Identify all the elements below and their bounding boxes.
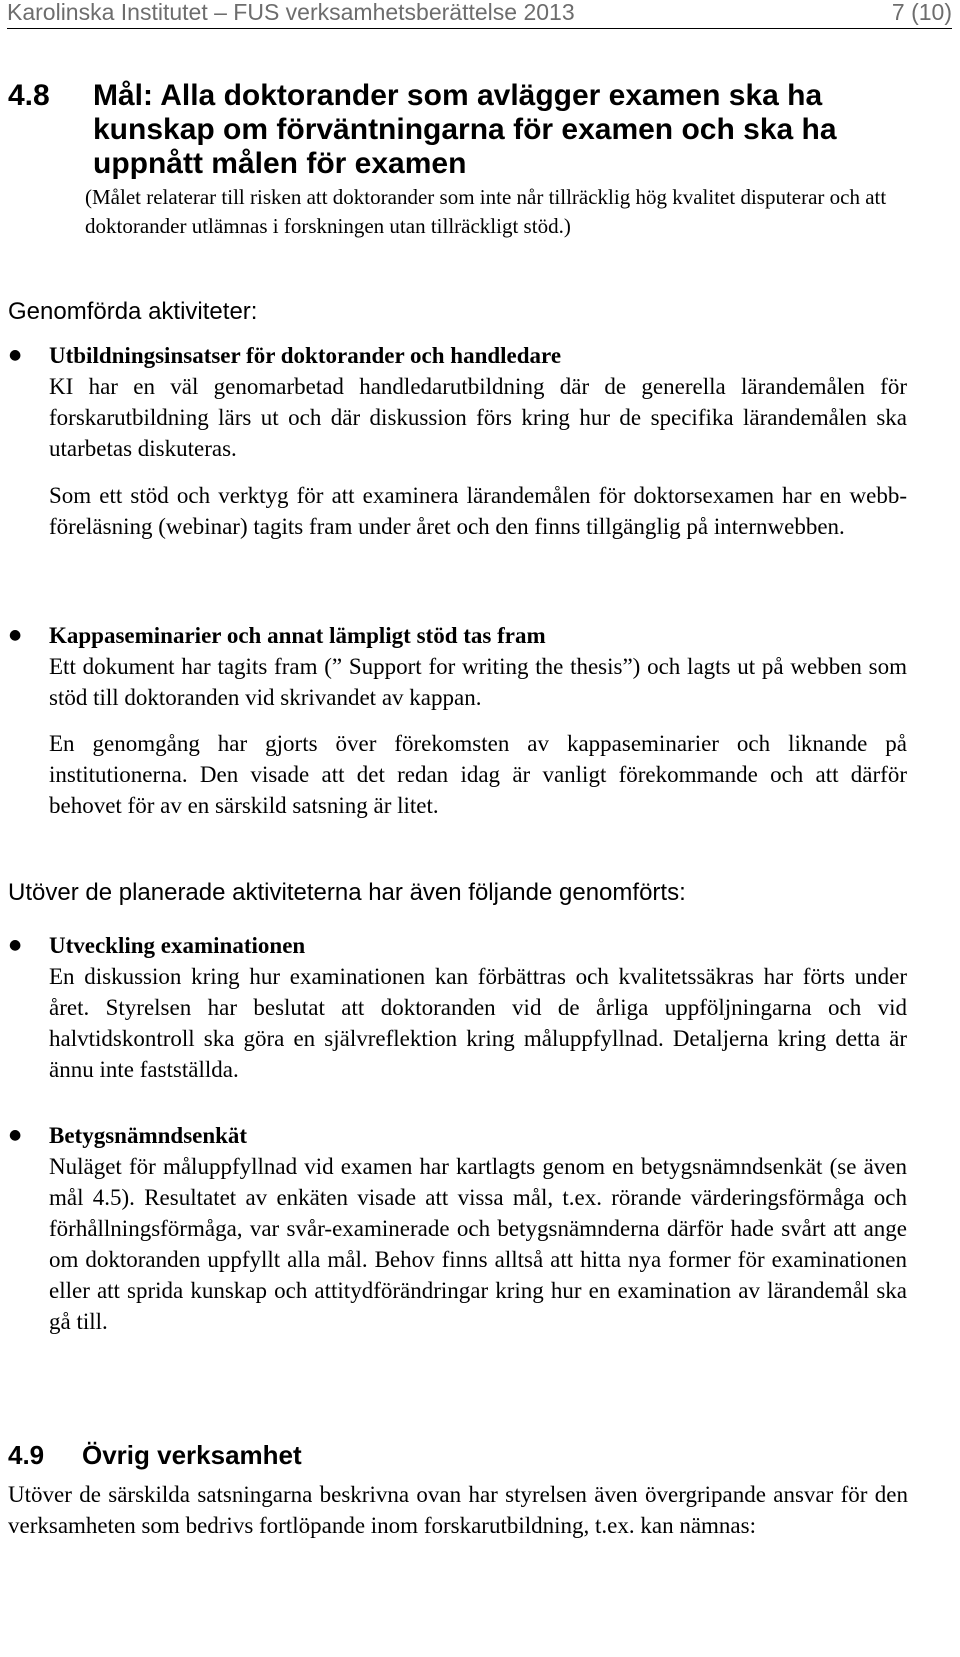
paragraph: En genomgång har gjorts över förekomsten av kappaseminarier och liknande på institutionerna. Den visade att det redan idag är vanligt förekommande och att därför behovet för av en särskild satsning är litet. — [49, 731, 907, 818]
page-number: 7 (10) — [891, 0, 952, 25]
bullet-icon: ● — [9, 627, 22, 643]
paragraph: Som ett stöd och verktyg för att examinera lärandemålen för doktorsexamen har en webb-föreläsning (webinar) tagits fram under året och den finns tillgänglig på internwebben. — [49, 483, 907, 539]
bullet-icon: ● — [9, 1127, 22, 1143]
bullet-icon: ● — [9, 347, 22, 363]
goal-note: (Målet relaterar till risken att doktorander som inte når tillräcklig hög kvalitet disputerar och att doktorander utlämnas i forskningen utan tillräckligt stöd.) — [85, 185, 887, 238]
page-header — [7, 0, 952, 29]
section-title: Mål: Alla doktorander som avlägger examen ska ha kunskap om förväntningarna för examen och ska ha uppnått målen för examen — [93, 79, 837, 180]
list-item-title: Utbildningsinsatser för doktorander och handledare — [49, 343, 562, 368]
paragraph: KI har en väl genomarbetad handledarutbildning där de generella lärandemålen för forskarutbildning lärs ut och där diskussion förs kring hur de specifika lärandemålen ska utarbetas diskuteras. — [49, 374, 907, 461]
paragraph: Nuläget för måluppfyllnad vid examen har kartlagts genom en betygsnämndsenkät (se även mål 4.5). Resultatet av enkäten visade att vissa mål, t.ex. rörande värderingsförmåga och förhållningsförmåga, var svår-examinerade och betygsnämnderna därför hade svårt att ange om doktoranden uppfyllt alla mål. Behov finns alltså att hitta nya former för examinationen eller att sprida kunskap och attitydförändringar kring hur en examination av lärandemål ska gå till. — [49, 1154, 907, 1334]
bullet-icon: ● — [9, 937, 22, 953]
list-item-title: Kappaseminarier och annat lämpligt stöd tas fram — [49, 623, 546, 648]
section-number: 4.8 — [8, 79, 50, 112]
list-item-title: Betygsnämndsenkät — [49, 1123, 248, 1148]
paragraph: Ett dokument har tagits fram (” Support for writing the thesis”) och lagts ut på webben som stöd till doktoranden vid skrivandet av kappan. — [49, 654, 907, 710]
section-title: Övrig verksamhet — [82, 1440, 302, 1470]
completed-activities-heading: Genomförda aktiviteter: — [8, 298, 258, 325]
additional-activities-heading: Utöver de planerade aktiviteterna har även följande genomförts: — [8, 879, 686, 906]
paragraph: Utöver de särskilda satsningarna beskrivna ovan har styrelsen även övergripande ansvar för den verksamheten som bedrivs fortlöpande inom forskarutbildning, t.ex. kan nämnas: — [8, 1482, 908, 1538]
header-title: Karolinska Institutet – FUS verksamhetsberättelse 2013 — [7, 0, 575, 25]
section-number: 4.9 — [8, 1440, 45, 1470]
paragraph: En diskussion kring hur examinationen kan förbättras och kvalitetssäkras har förts under året. Styrelsen har beslutat att doktoranden vid de årliga uppföljningarna och vid halvtidskontroll ska göra en självreflektion kring måluppfyllnad. Detaljerna kring detta är ännu inte fastställda. — [49, 964, 907, 1082]
list-item-title: Utveckling examinationen — [49, 933, 306, 958]
